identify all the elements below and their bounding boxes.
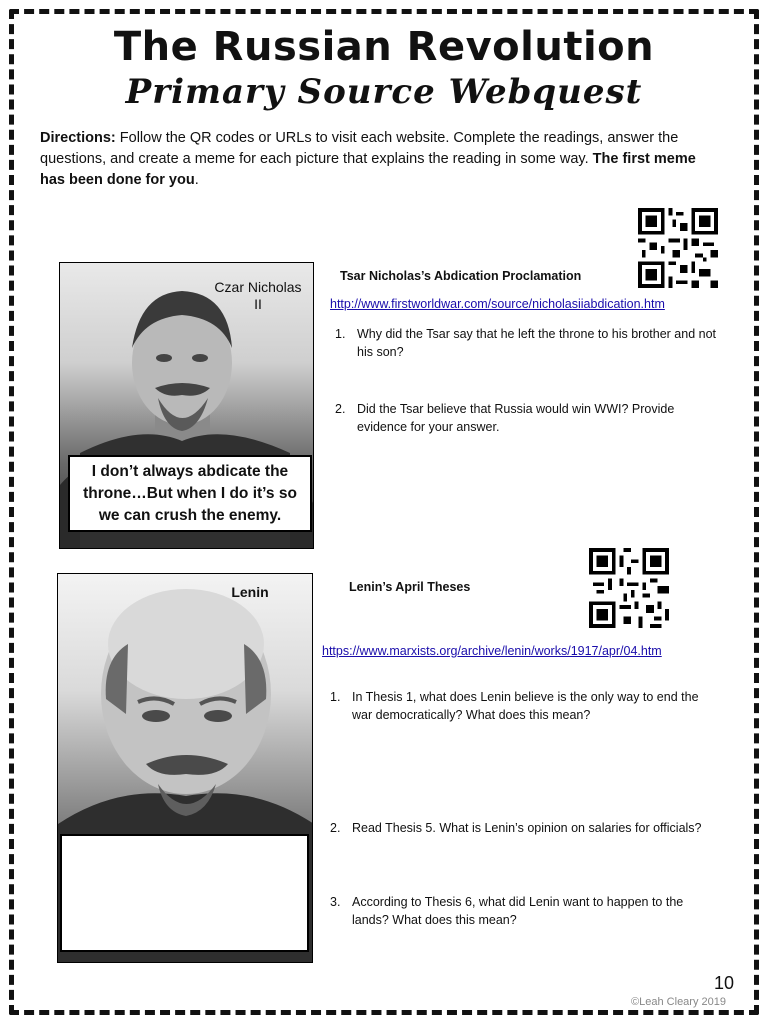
copyright-notice: ©Leah Cleary 2019 (631, 996, 726, 1008)
section2-url-link[interactable]: https://www.marxists.org/archive/lenin/works/1917/apr/04.htm (322, 644, 662, 658)
question-text: Read Thesis 5. What is Lenin’s opinion on salaries for officials? (352, 821, 702, 835)
qr-code-icon[interactable] (589, 548, 669, 628)
nicholas-photo-label: Czar Nicholas II (214, 279, 302, 312)
question-number: 2. (330, 821, 341, 835)
lenin-photo (57, 573, 313, 963)
question-number: 2. (335, 402, 346, 416)
directions-text: Follow the QR codes or URLs to visit each website. Complete the readings, answer the questions, and create a meme for each picture that explains the reading in some way. (40, 130, 679, 167)
question-number: 3. (330, 895, 341, 909)
section2-question-1 (330, 688, 725, 728)
section2-question-2 (330, 819, 725, 859)
directions-label: Directions: (40, 130, 116, 146)
section2-question-3 (330, 893, 725, 933)
question-text: In Thesis 1, what does Lenin believe is the only way to end the war democratically? What does this mean? (352, 690, 699, 722)
section2-title: Lenin’s April Theses (349, 580, 471, 594)
question-text: Why did the Tsar say that he left the throne to his brother and not his son? (357, 327, 717, 359)
question-text: According to Thesis 6, what did Lenin want to happen to the lands? What does this mean? (352, 895, 684, 927)
lenin-photo-label: Lenin (231, 584, 269, 600)
question-number: 1. (335, 327, 346, 341)
directions-paragraph (40, 128, 720, 191)
page-title: The Russian Revolution (113, 24, 655, 70)
qr-code-icon[interactable] (638, 208, 718, 288)
section1-question-1 (335, 325, 725, 365)
question-number: 1. (330, 690, 341, 704)
question-text: Did the Tsar believe that Russia would win WWI? Provide evidence for your answer. (357, 402, 675, 434)
page-number: 10 (713, 973, 734, 993)
nicholas-photo (59, 262, 314, 549)
directions-emphasis: The first meme has been done for you (40, 151, 696, 188)
page-subtitle: Primary Source Webquest (125, 72, 643, 112)
section1-question-2 (335, 400, 725, 440)
lenin-meme-caption-box[interactable] (60, 834, 309, 952)
section1-title: Tsar Nicholas’s Abdication Proclamation (340, 269, 582, 283)
nicholas-meme-caption: I don’t always abdicate the throne…But when I do it’s so we can crush the enemy. (68, 455, 312, 532)
directions-end: . (194, 172, 199, 188)
section1-url-link[interactable]: http://www.firstworldwar.com/source/nicholasiiabdication.htm (330, 297, 665, 311)
